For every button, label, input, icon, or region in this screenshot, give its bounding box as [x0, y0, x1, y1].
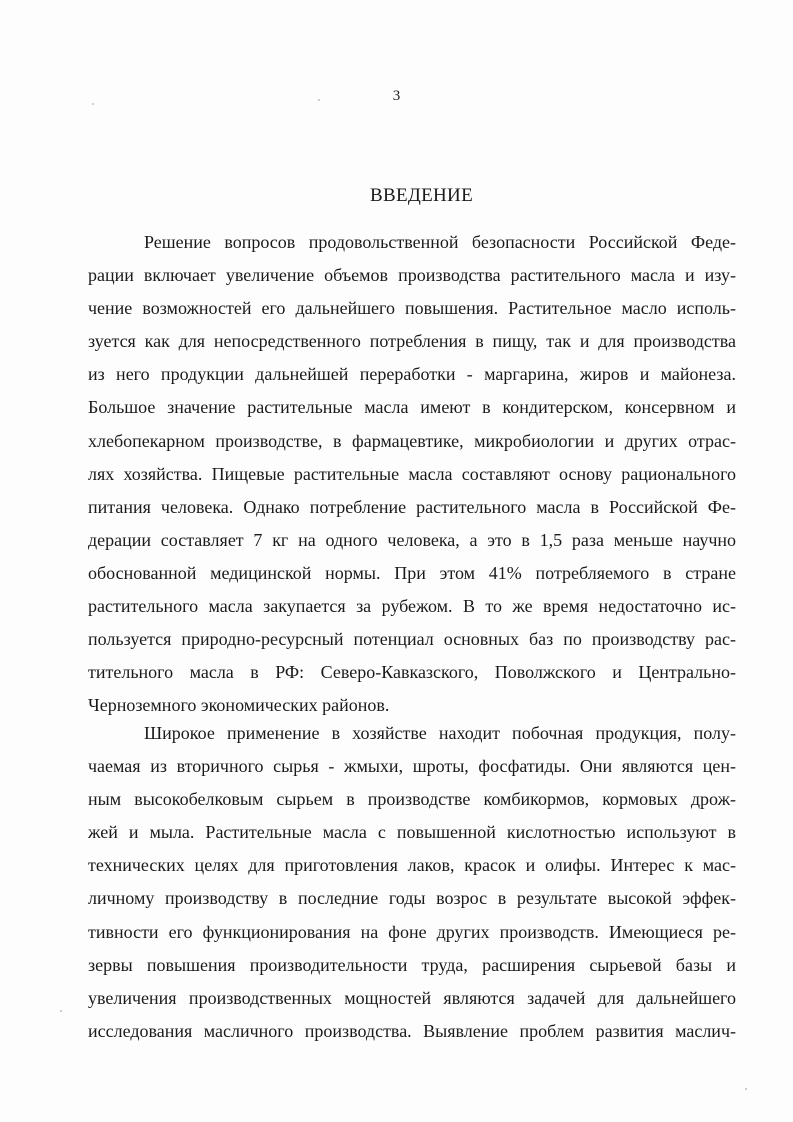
text-line: технических целях для приготовления лаков, красок и олифы. Интерес к мас-	[88, 855, 736, 876]
text-line: жей и мыла. Растительные масла с повышенной кислотностью используют в	[88, 822, 736, 843]
text-line: увеличения производственных мощностей являются задачей для дальнейшего	[88, 987, 736, 1008]
text-line: лях хозяйства. Пищевые растительные масла составляют основу рационального	[88, 463, 736, 484]
text-line: чаемая из вторичного сырья - жмыхи, шроты, фосфатиды. Они являются цен-	[88, 756, 736, 777]
text-line: дерации составляет 7 кг на одного человека, а это в 1,5 раза меньше научно	[88, 529, 736, 550]
text-line: из него продукции дальнейшей переработки - маргарина, жиров и майонеза.	[88, 364, 736, 385]
text-line: Черноземного экономических районов.	[88, 695, 390, 716]
text-line: Решение вопросов продовольственной безопасности Российской Феде-	[144, 232, 736, 252]
page-number: 3	[392, 88, 401, 104]
scan-speck	[60, 1010, 62, 1012]
paragraph-2	[88, 717, 736, 1048]
text-line: личному производству в последние годы возрос в результате высокой эффек-	[88, 888, 736, 909]
text-line: исследования масличного производства. Выявление проблем развития маслич-	[88, 1020, 736, 1041]
text-line: чение возможностей его дальнейшего повышения. Растительное масло исполь-	[88, 298, 736, 319]
section-title: ВВЕДЕНИЕ	[370, 185, 473, 206]
text-line: питания человека. Однако потребление растительного масла в Российской Фе-	[88, 496, 736, 517]
text-line: зуется как для непосредственного потребления в пищу, так и для производства	[88, 331, 736, 352]
text-line: ным высокобелковым сырьем в производстве комбикормов, кормовых дрож-	[88, 789, 736, 810]
text-line: тительного масла в РФ: Северо-Кавказского, Поволжского и Центрально-	[88, 662, 736, 683]
text-line: хлебопекарном производстве, в фармацевтике, микробиологии и других отрас-	[88, 430, 736, 451]
paragraph-1	[88, 226, 736, 722]
text-line: Большое значение растительные масла имеют в кондитерском, консервном и	[88, 397, 736, 418]
scan-speck	[745, 1088, 747, 1090]
text-line: рации включает увеличение объемов производства растительного масла и изу-	[88, 265, 736, 286]
text-line: Широкое применение в хозяйстве находит побочная продукция, полу-	[144, 723, 736, 743]
text-line: пользуется природно-ресурсный потенциал основных баз по производству рас-	[88, 629, 736, 650]
text-line: растительного масла закупается за рубежом. В то же время недостаточно ис-	[88, 596, 736, 617]
text-line: зервы повышения производительности труда, расширения сырьевой базы и	[88, 954, 736, 975]
text-line: обоснованной медицинской нормы. При этом 41% потребляемого в стране	[88, 562, 736, 583]
text-line: тивности его функционирования на фоне других производств. Имеющиеся ре-	[88, 921, 736, 942]
